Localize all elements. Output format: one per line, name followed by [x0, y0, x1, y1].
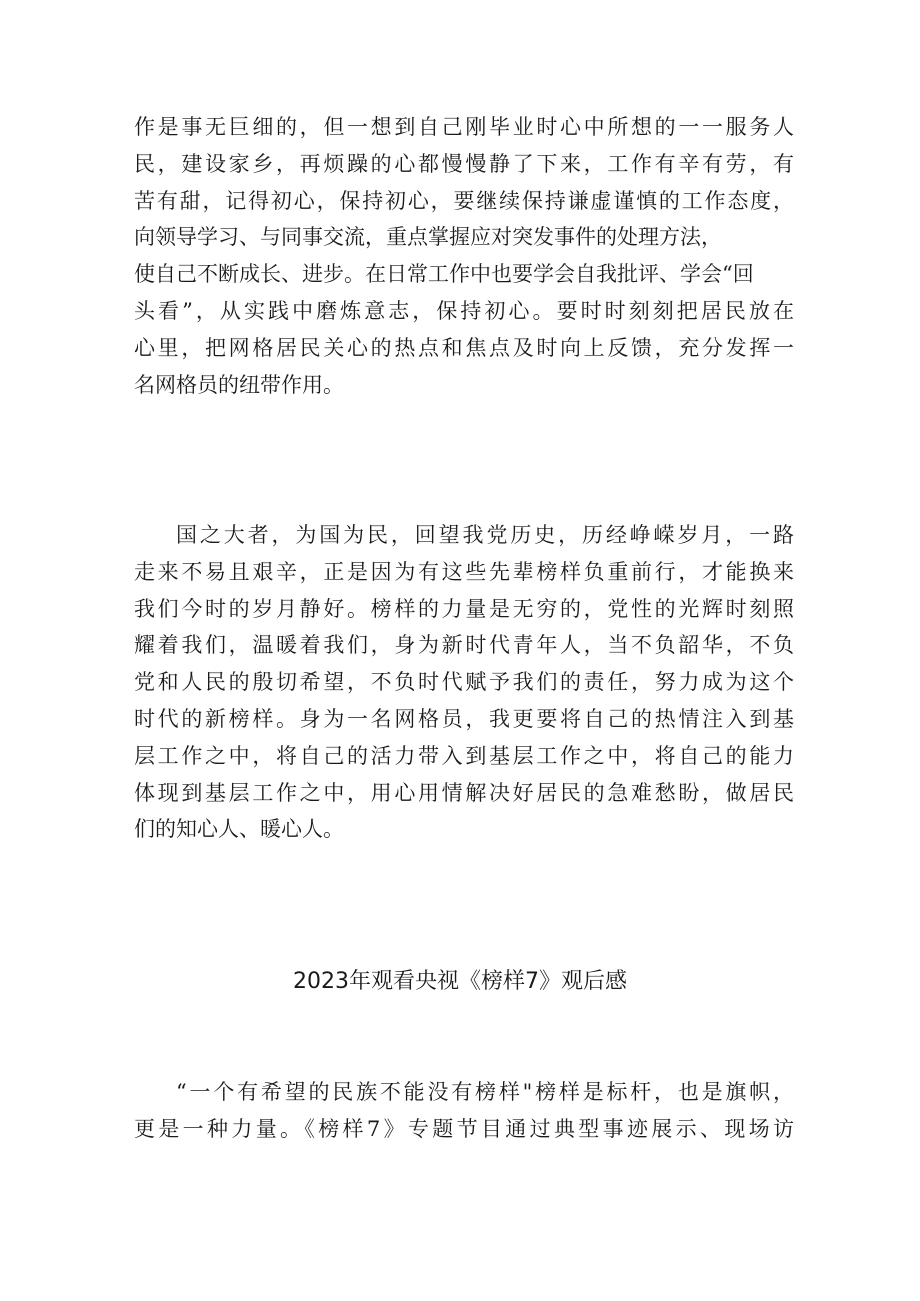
paragraph-line: 使自己不断成长、进步。在日常工作中也要学会自我批评、学会“回 — [134, 262, 754, 287]
paragraph-line: 民，建设家乡，再烦躁的心都慢慢静了下来，工作有辛有劳，有 — [134, 151, 794, 176]
paragraph-line: 苦有甜，记得初心，保持初心，要继续保持谦虚谨慎的工作态度， — [134, 188, 794, 213]
paragraph-body — [134, 517, 794, 848]
paragraph-line: 时代的新榜样。身为一名网格员，我更要将自己的热情注入到基 — [134, 706, 794, 731]
paragraph-line: 耀着我们，温暖着我们，身为新时代青年人，当不负韶华，不负 — [134, 633, 794, 658]
paragraph-line: 心里，把网格居民关心的热点和焦点及时向上反馈，充分发挥一 — [134, 335, 794, 360]
paragraph-line: “一个有希望的民族不能没有榜样"榜样是标杆，也是旗帜， — [176, 1080, 794, 1104]
paragraph-line: 国之大者，为国为民，回望我党历史，历经峥嵘岁月，一路 — [176, 523, 794, 547]
section-heading: 2023年观看央视《榜样7》观后感 — [293, 969, 627, 994]
paragraph-line: 体现到基层工作之中，用心用情解决好居民的急难愁盼，做居民 — [134, 780, 794, 805]
paragraph-line: 们的知心人、暖心人。 — [134, 817, 344, 842]
paragraph-line: 走来不易且艰辛，正是因为有这些先辈榜样负重前行，才能换来 — [134, 559, 794, 584]
paragraph-line: 作是事无巨细的，但一想到自己刚毕业时心中所想的一一服务人 — [134, 115, 794, 139]
paragraph-continuation — [134, 109, 794, 403]
paragraph-line: 头看”，从实践中磨炼意志，保持初心。要时时刻刻把居民放在 — [134, 298, 794, 323]
paragraph-line: 我们今时的岁月静好。榜样的力量是无穷的，党性的光辉时刻照 — [134, 596, 794, 621]
paragraph-line: 党和人民的殷切希望，不负时代赋予我们的责任，努力成为这个 — [134, 670, 794, 695]
paragraph-line: 层工作之中，将自己的活力带入到基层工作之中，将自己的能力 — [134, 743, 794, 768]
paragraph-line: 更是一种力量。《榜样7》专题节目通过典型事迹展示、现场访 — [134, 1116, 794, 1141]
paragraph-line: 名网格员的纽带作用。 — [134, 372, 344, 397]
paragraph-line: 向领导学习、与同事交流，重点掌握应对突发事件的处理方法， — [134, 225, 722, 250]
paragraph-intro — [134, 1074, 794, 1148]
